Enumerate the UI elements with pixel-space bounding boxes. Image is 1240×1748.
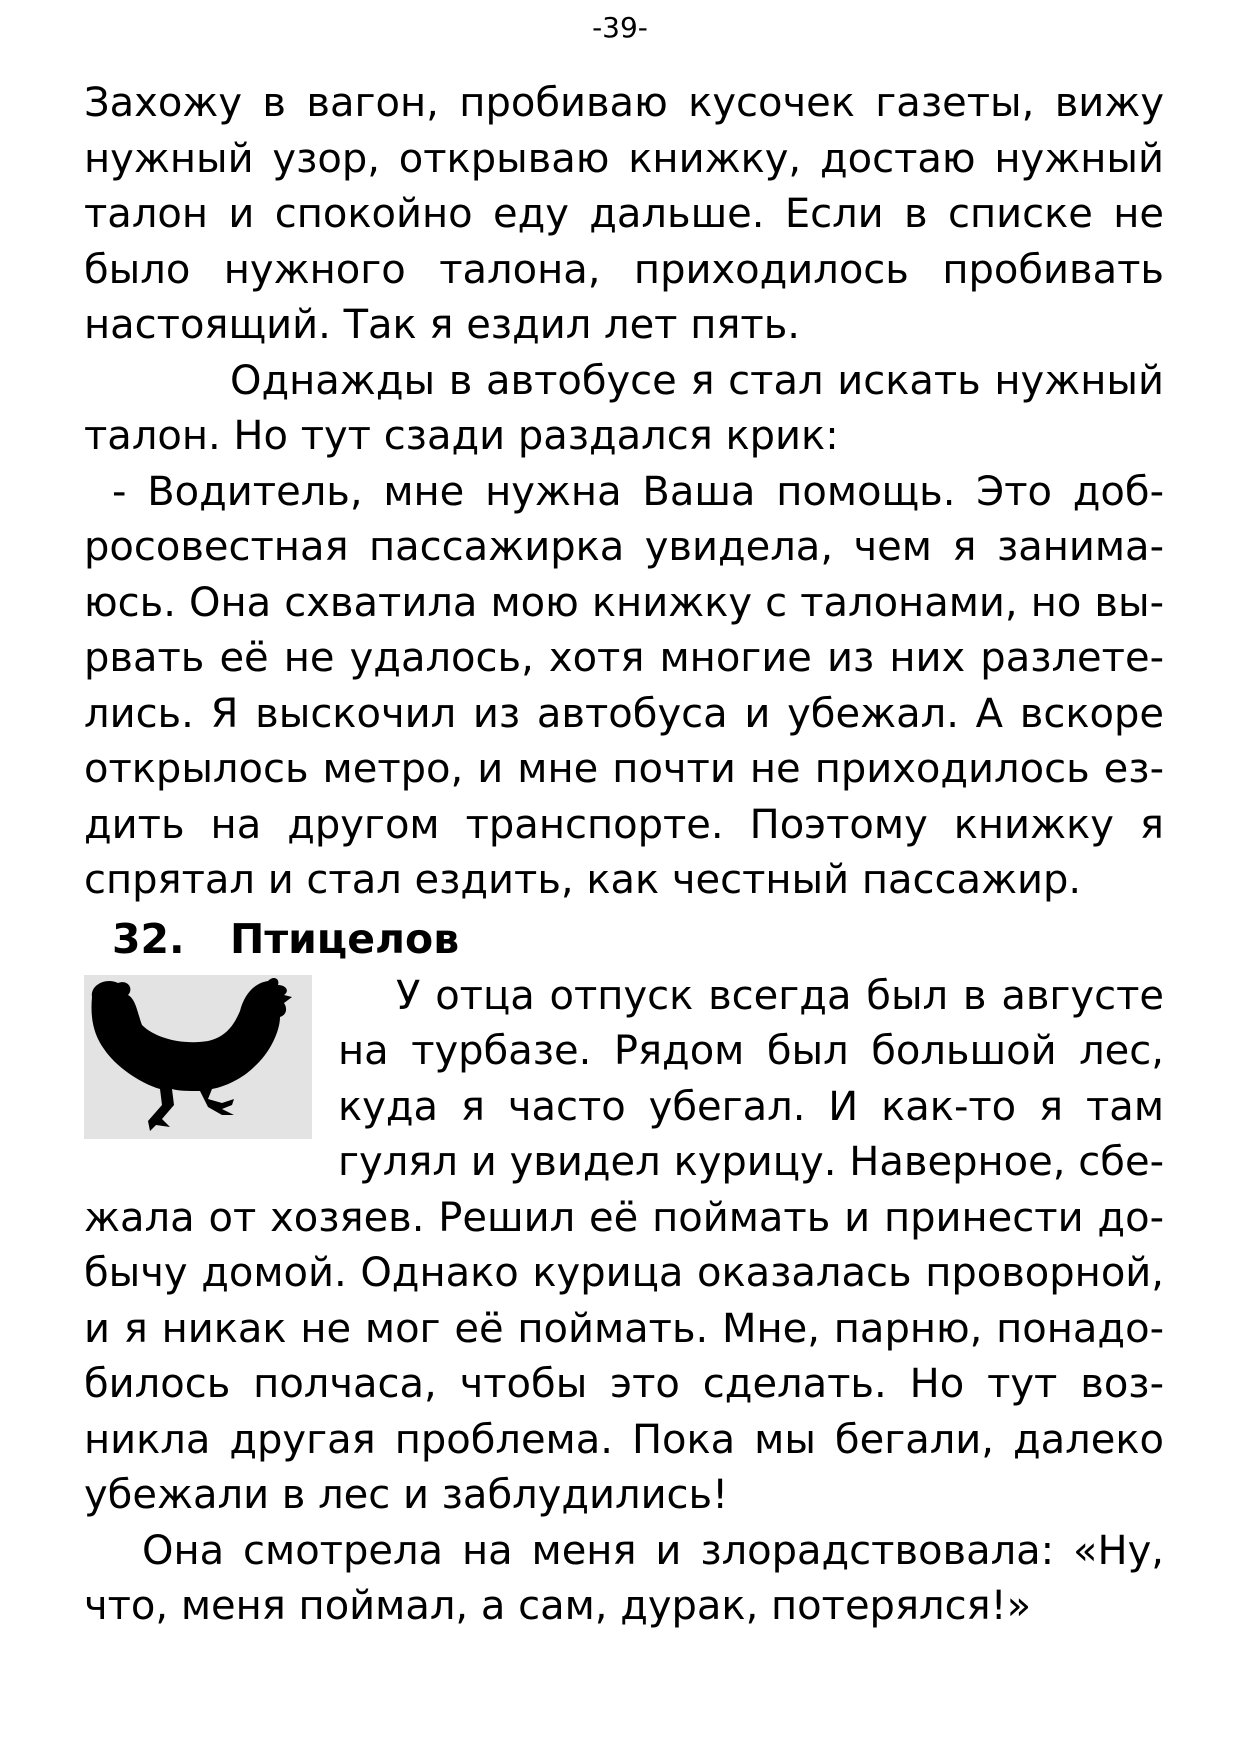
page-body [84,76,1164,1635]
paragraph: Захожу в вагон, пробиваю кусочек газеты, вижу нужный узор, открываю книжку, достаю нужный талон и спокойно еду дальше. Если в списке не было нужного талона, приходилось пробивать настоящий. Так я ездил лет пять. [84,80,1164,348]
paragraph: Однажды в автобусе я стал искать нужный талон. Но тут сзади раздался крик: [84,357,1164,459]
section-number: 32. [112,914,185,963]
section-title: Птицелов [230,914,460,963]
paragraph: - Водитель, мне нужна Ваша помощь. Это добросовестная пассажирка увидела, чем я занимаюсь. Она схватила мою книжку с талонами, но вырвать её не удалось, хотя многие из них разлетелись. Я выскочил из автобуса и убежал. А вскоре открылось метро, и мне почти не приходилось ездить на другом транспорте. Поэтому книжку я спрятал и стал ездить, как честный пассажир. [84,468,1164,903]
paragraph: Она смотрела на меня и злорадствовала: «Ну, что, меня поймал, а сам, дурак, потерялся!» [84,1527,1164,1629]
paragraph: У отца отпуск всегда был в августе на турбазе. Рядом был большой лес, куда я часто убегал. И как-то я там гулял и увидел курицу. Наверное, сбежала от хозяев. Решил её поймать и принести добычу домой. Однако курица оказалась проворной, и я никак не мог её поймать. Мне, парню, понадобилось полчаса, чтобы это сделать. Но тут возникла другая проблема. Пока мы бегали, далеко убежали в лес и заблудились! [84,972,1164,1518]
page-number: -39- [592,11,648,44]
section-heading [84,909,1164,969]
chicken-silhouette-icon [84,975,312,1139]
